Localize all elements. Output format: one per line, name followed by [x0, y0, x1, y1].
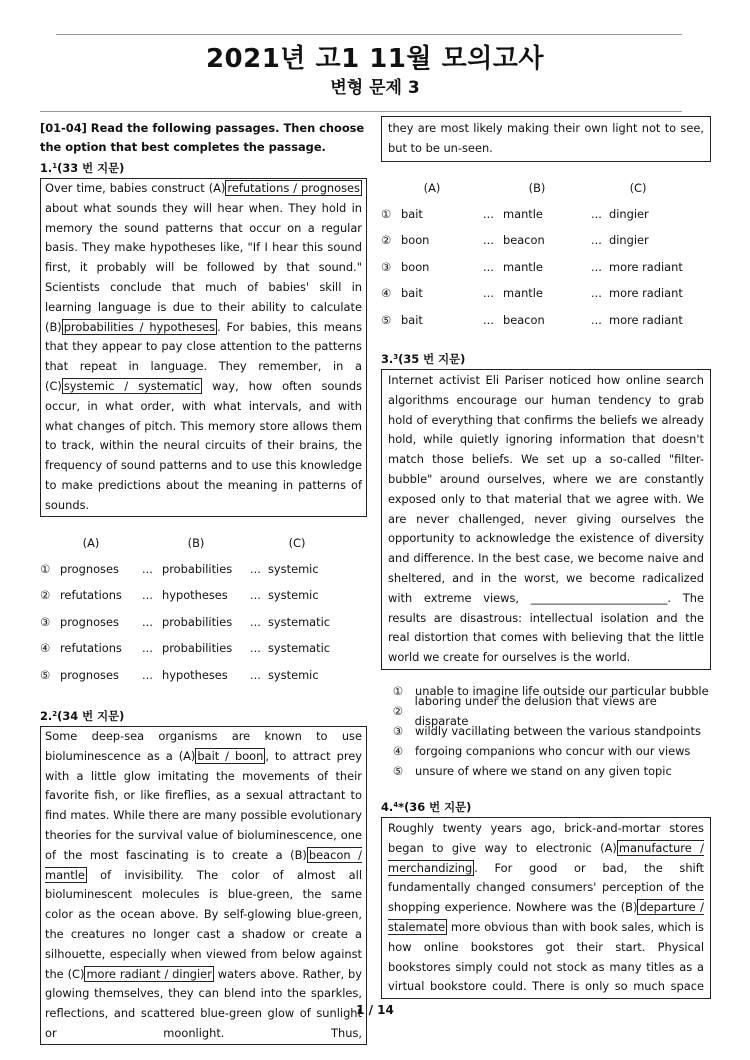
q1-label: 1.$^1$(33 번 지문) [40, 161, 125, 175]
q1-passage: Over time, babies construct (A) refutations / prognoses about what sounds they will hear when. They hold in memory the sound patterns that occur on a regular basis. They make hypotheses like, "If I hear this sound first, it probably will be followed by that sound." Scientists conclude that much of babies' skill in learning language is due to their ability to calculate (B) probabilities / hypotheses . For babies, this means that they appear to pay close attention to the patterns that repeat in language. They remember, in a (C) systemic / systematic way, how often sounds occur, in what order, with what intervals, and with what changes of pitch. This memory store allows them to track, within the neural circuits of their brains, the frequency of sound patterns and to use this knowledge to make predictions about the meaning in patterns of sounds. [40, 178, 367, 517]
q2-option[interactable]: ④ bait ... mantle ... more radiant [381, 286, 683, 301]
q2-option[interactable]: ② boon ... beacon ... dingier [381, 233, 649, 248]
q3-option[interactable]: ③ wildly vacillating between the various standpoints [392, 724, 701, 739]
q2-blank-a: bait / boon [197, 748, 264, 763]
q3-options [381, 682, 711, 782]
left-column [40, 119, 367, 1045]
right-column [381, 116, 711, 999]
q2-passage: Some deep-sea organisms are known to use bioluminescence as a (A) bait / boon , to attract prey with a little glow imitating the movements of their favorite fish, or like fireflies, as a sexual attractant to find mates. While there are many possible evolutionary theories for the survival value of bioluminescence, one of the most fascinating is to create a (B) beacon / mantle of invisibility. The color of almost all bioluminescent molecules is blue-green, the same color as the ocean above. By self-glowing blue-green, the creatures no longer cast a shadow or create a silhouette, especially when viewed from below against the (C) more radiant / dingier waters above. Rather, by glowing themselves, they can blend into the sparkles, reflections, and scattered blue-green glow of sunlight or moonlight. Thus, [40, 726, 367, 1045]
instructions: [01-04] Read the following passages. Then choose the option that best completes the passage. [40, 121, 365, 154]
page-title: 2021년 고1 11월 모의고사 [205, 44, 545, 74]
q1-option[interactable]: ⑤ prognoses ... hypotheses ... systemic [40, 667, 319, 682]
page-subtitle: 변형 문제 3 [330, 78, 420, 98]
q1-blank-c: systemic / systematic [63, 378, 201, 393]
q4-blank-a: manufacture / merchandizing [388, 840, 704, 875]
q3-option[interactable]: ② laboring under the delusion that views are disparate [392, 694, 657, 729]
q4-passage: Roughly twenty years ago, brick-and-mortar stores began to give way to electronic (A) manufacture / merchandizing . For good or bad, the shift fundamentally changed consumers' perception of the shopping experience. Nowhere was the (B) departure / stalemate more obvious than with book sales, which is how online bookstores got their start. Physical bookstores simply could not stock as many titles as a virtual bookstore could. There is only so much space [381, 817, 711, 999]
q3-option[interactable]: ① unable to imagine life outside our particular bubble [392, 684, 709, 699]
q2-options [381, 176, 711, 335]
q1-option[interactable]: ① prognoses ... probabilities ... systemic [40, 561, 319, 576]
q2-option[interactable]: ① bait ... mantle ... dingier [381, 206, 649, 221]
q1-option[interactable]: ④ refutations ... probabilities ... systematic [40, 641, 331, 656]
top-rule [56, 34, 682, 35]
q2-label: 2.$^2$(34 번 지문) [40, 709, 125, 724]
q3-label: 3.$^3$(35 번 지문) [381, 352, 466, 367]
q3-option[interactable]: ⑤ unsure of where we stand on any given topic [392, 764, 672, 779]
q2-blank-c: more radiant / dingier [86, 966, 212, 981]
q1-option[interactable]: ③ prognoses ... probabilities ... systematic [40, 614, 331, 629]
q1-blank-a: refutations / prognoses [227, 181, 360, 195]
q3-passage: Internet activist Eli Pariser noticed how online search algorithms encourage our human tendency to grab hold of everything that confirms the beliefs we already hold, while quietly ignoring information that doesn't match those beliefs. We set up a so-called "filter-bubble" around ourselves, where we are constantly exposed only to that material that we agree with. We are never challenged, never giving ourselves the opportunity to acknowledge the existence of diversity and difference. In the best case, we become naive and sheltered, and in the worst, we become radicalized with extreme views, ________________________. The results are disastrous: intellectual isolation and the real distortion that comes with believing that the little world we create for ourselves is the world. [381, 369, 711, 670]
q1-blank-b: probabilities / hypotheses [63, 319, 216, 334]
header-rule [40, 111, 682, 112]
q2-option[interactable]: ⑤ bait ... beacon ... more radiant [381, 312, 683, 327]
q1-option[interactable]: ② refutations ... hypotheses ... systemic [40, 588, 319, 603]
q2-passage-continued: they are most likely making their own light not to see, but to be un-seen. [381, 116, 711, 162]
q2-options-header: (A) (B) (C) [423, 180, 647, 195]
page-number: 1 / 14 [356, 1003, 394, 1017]
q3-option[interactable]: ④ forgoing companions who concur with our views [392, 744, 691, 759]
q1-options-header: (A) (B) (C) [82, 535, 306, 550]
q4-label: 4.$^4$*(36 번 지문) [381, 800, 472, 815]
q2-blank-b: beacon / mantle [45, 847, 362, 882]
q1-options [40, 531, 367, 690]
q2-option[interactable]: ③ boon ... mantle ... more radiant [381, 259, 683, 274]
q4-blank-b: departure / stalemate [388, 900, 705, 935]
